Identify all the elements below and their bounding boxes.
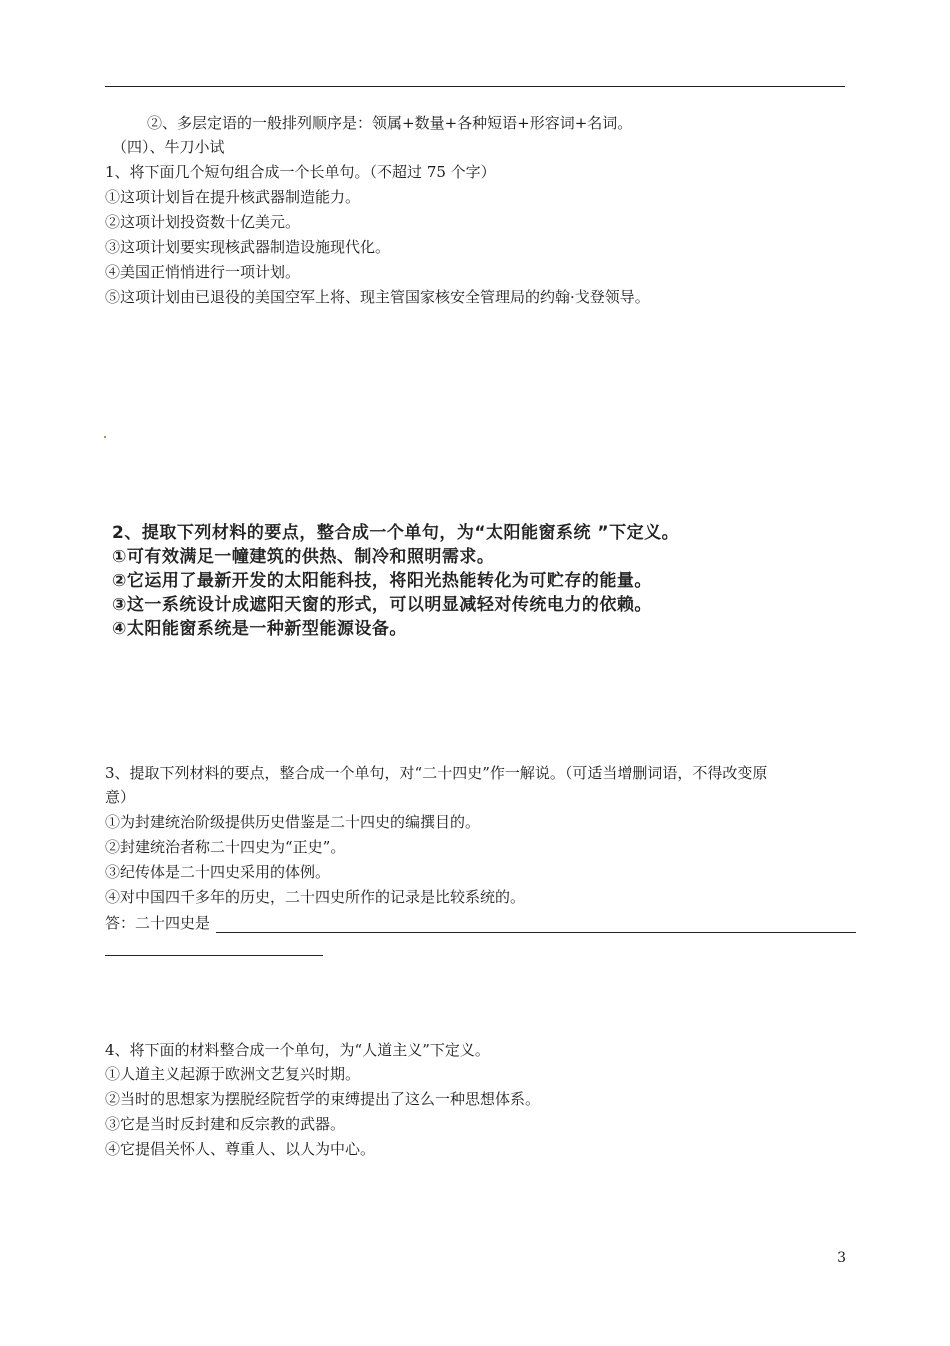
q2-item-2: ②它运用了最新开发的太阳能科技，将阳光热能转化为可贮存的能量。 xyxy=(112,571,652,591)
q3-item-1: ①为封建统治阶级提供历史借鉴是二十四史的编撰目的。 xyxy=(105,813,481,831)
q1-prompt: 1、将下面几个短句组合成一个长单句。（不超过 75 个字） xyxy=(105,163,496,181)
q2-prompt: 2、提取下列材料的要点，整合成一个单句，为“太阳能窗系统 ”下定义。 xyxy=(112,523,680,543)
page-number: 3 xyxy=(837,1250,846,1266)
q4-item-2: ②当时的思想家为摆脱经院哲学的束缚提出了这么一种思想体系。 xyxy=(105,1090,541,1108)
q3-item-3: ③纪传体是二十四史采用的体例。 xyxy=(105,863,331,881)
section-heading: （四）、牛刀小试 xyxy=(112,138,225,156)
q3-item-2: ②封建统治者称二十四史为“正史”。 xyxy=(105,838,346,856)
q3-answer-blank-2[interactable] xyxy=(105,955,323,956)
q1-item-1: ①这项计划旨在提升核武器制造能力。 xyxy=(105,188,361,206)
q3-answer-blank-1[interactable] xyxy=(216,932,856,933)
q3-answer-label: 答：二十四史是 xyxy=(105,914,211,932)
q3-prompt-line1: 3、提取下列材料的要点，整合成一个单句，对“二十四史”作一解说。（可适当增删词语，不得改变原 xyxy=(105,764,768,782)
q1-item-5: ⑤这项计划由已退役的美国空军上将、现主管国家核安全管理局的约翰·戈登领导。 xyxy=(105,288,650,306)
header-rule xyxy=(105,86,845,87)
q4-item-4: ④它提倡关怀人、尊重人、以人为中心。 xyxy=(105,1140,376,1158)
q1-item-3: ③这项计划要实现核武器制造设施现代化。 xyxy=(105,238,391,256)
speck-mark xyxy=(104,436,106,438)
q4-item-1: ①人道主义起源于欧洲文艺复兴时期。 xyxy=(105,1065,361,1083)
q2-item-4: ④太阳能窗系统是一种新型能源设备。 xyxy=(112,619,407,639)
q3-prompt-line2: 意） xyxy=(105,788,136,806)
q2-item-1: ①可有效满足一幢建筑的供热、制冷和照明需求。 xyxy=(112,547,495,567)
q1-item-4: ④美国正悄悄进行一项计划。 xyxy=(105,263,301,281)
rule-2-text: ②、多层定语的一般排列顺序是：领属+数量+各种短语+形容词+名词。 xyxy=(147,114,633,132)
q4-item-3: ③它是当时反封建和反宗教的武器。 xyxy=(105,1115,346,1133)
q2-item-3: ③这一系统设计成遮阳天窗的形式，可以明显减轻对传统电力的依赖。 xyxy=(112,595,652,615)
q2-block xyxy=(112,521,679,641)
q3-item-4: ④对中国四千多年的历史，二十四史所作的记录是比较系统的。 xyxy=(105,888,526,906)
q1-item-2: ②这项计划投资数十亿美元。 xyxy=(105,213,301,231)
q4-prompt: 4、将下面的材料整合成一个单句，为“人道主义”下定义。 xyxy=(105,1041,490,1059)
